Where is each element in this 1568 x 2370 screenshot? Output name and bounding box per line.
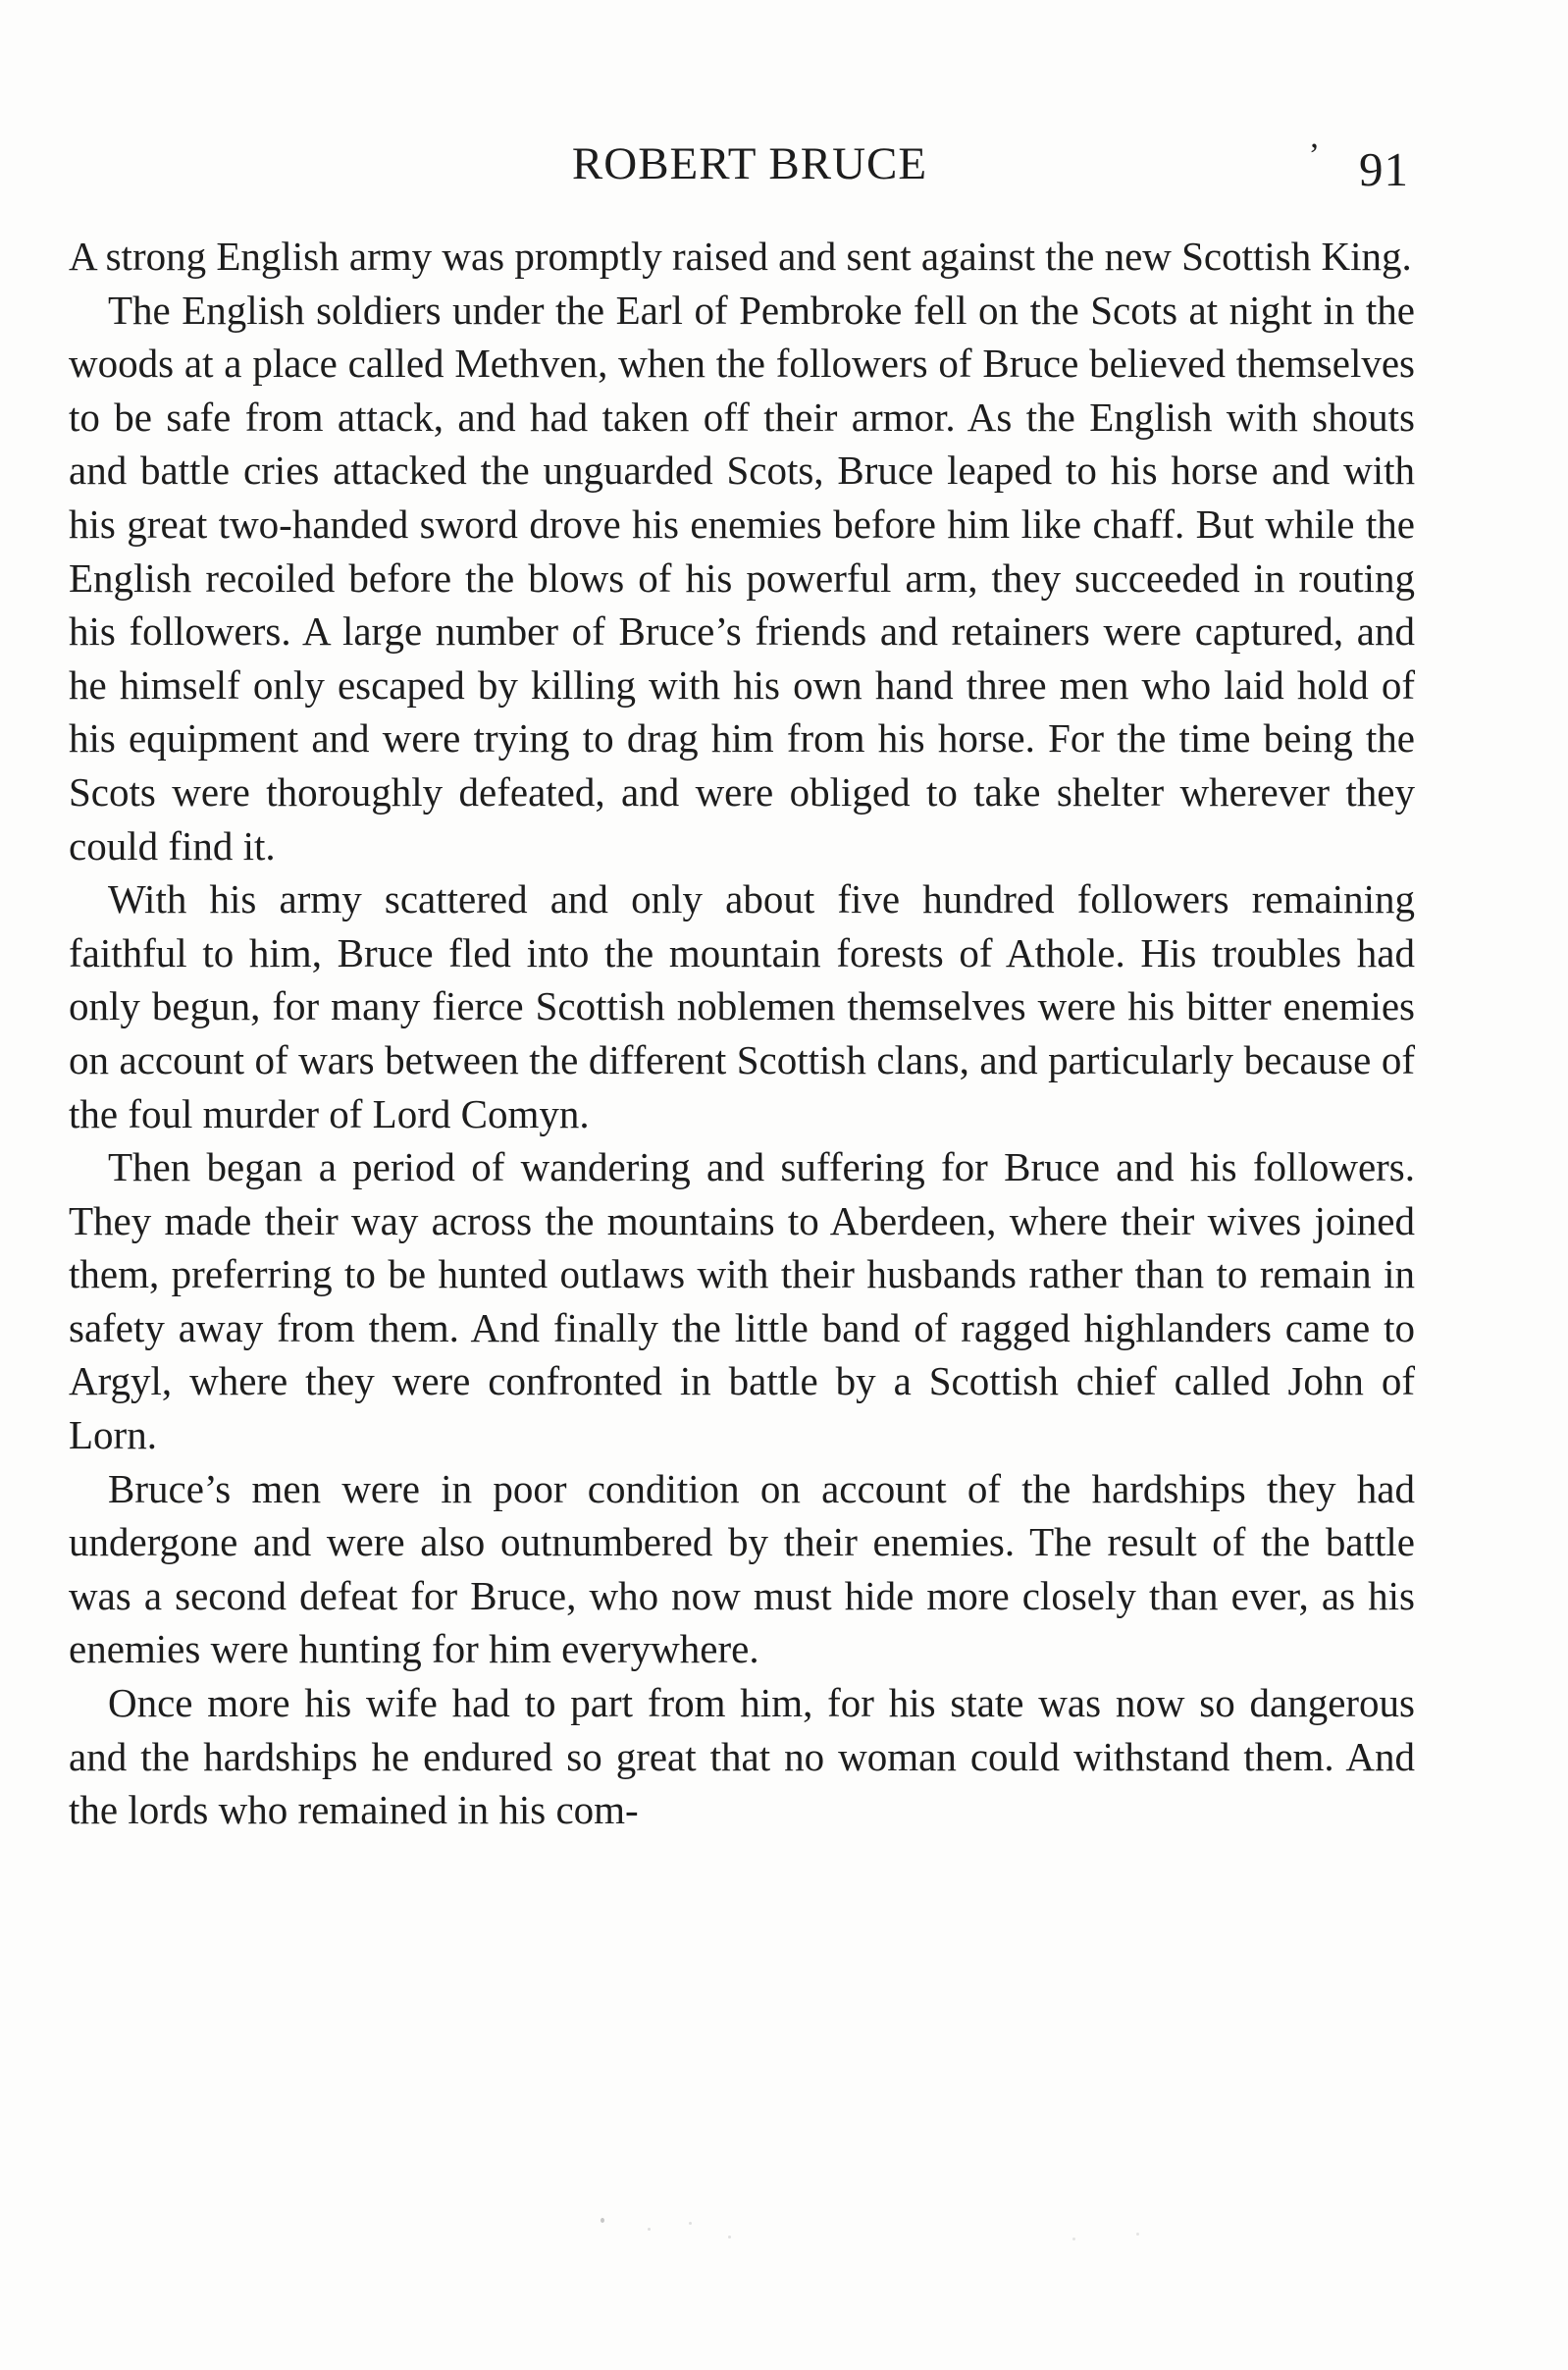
paper-speck (648, 2228, 651, 2231)
paragraph: With his army scattered and only about five hundred followers remaining faithful to him, Bruce fled into the mountain forests of Athole. His troubles had only begun, for many fierce Scottish noblemen themselves were his bitter enemies on account of wars between the different Scottish clans, and particularly because of the foul murder of Lord Comyn. (69, 876, 1415, 1136)
paragraph: The English soldiers under the Earl of Pembroke fell on the Scots at night in the woods at a place called Methven, when the followers of Bruce believed themselves to be safe from attack, and had taken off their armor. As the English with shouts and battle cries attacked the unguarded Scots, Bruce leaped to his horse and with his great two-handed sword drove his enemies before him like chaff. But while the English recoiled before the blows of his powerful arm, they succeeded in routing his followers. A large number of Bruce’s friends and retainers were captured, and he himself only escaped by killing with his own hand three men who laid hold of his equipment and were trying to drag him from his horse. For the time being the Scots were thoroughly defeated, and were obliged to take shelter wherever they could find it. (69, 287, 1415, 869)
paper-speck (601, 2218, 604, 2223)
body-text (69, 230, 1415, 1837)
page-number: 91 (1359, 142, 1409, 196)
paper-speck (1072, 2238, 1075, 2240)
running-head (69, 137, 1415, 206)
paragraph: Once more his wife had to part from him, for his state was now so dangerous and the hardships he endured so great that no woman could withstand them. And the lords who remained in his com- (69, 1680, 1415, 1833)
paragraph: Bruce’s men were in poor condition on account of the hardships they had undergone and were also outnumbered by their enemies. The result of the battle was a second defeat for Bruce, who now must hide more closely than ever, as his enemies were hunting for him everywhere. (69, 1465, 1415, 1672)
paragraph: A strong English army was promptly raised and sent against the new Scottish King. (69, 234, 1412, 279)
paragraph: Then began a period of wandering and suffering for Bruce and his followers. They made their way across the mountains to Aberdeen, where their wives joined them, preferring to be hunted outlaws with their husbands rather than to remain in safety away from them. And finally the little band of ragged highlanders came to Argyl, where they were confronted in battle by a Scottish chief called John of Lorn. (69, 1144, 1415, 1458)
running-title: ROBERT BRUCE (571, 138, 928, 189)
paper-speck (728, 2236, 731, 2238)
paper-speck (1136, 2233, 1139, 2236)
paper-speck (689, 2222, 692, 2225)
tick-mark: ʼ (1308, 137, 1321, 174)
